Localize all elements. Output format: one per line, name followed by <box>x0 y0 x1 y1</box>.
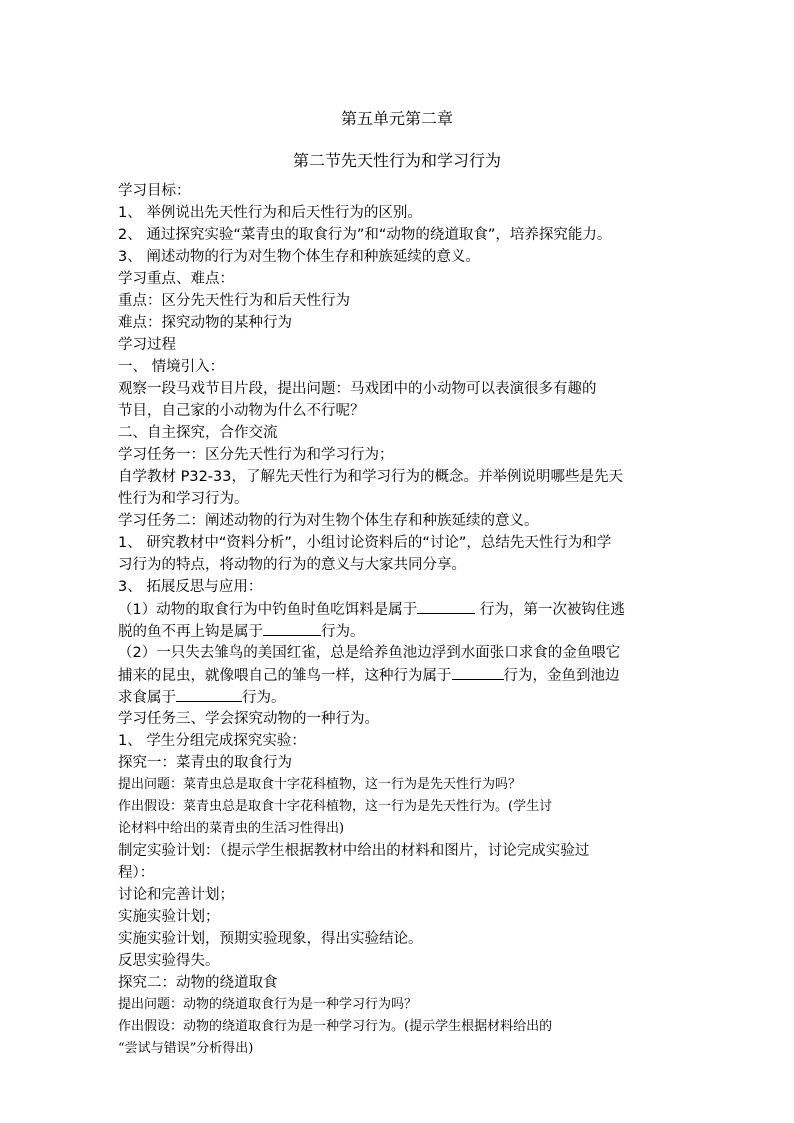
answer-blank[interactable] <box>417 598 475 614</box>
text-line: 实施实验计划，预期实验现象，得出实验结论。 <box>118 931 423 947</box>
question-2-line: （2）一只失去雏鸟的美国红雀，总是给养鱼池边浮到水面张口求食的金鱼喂它 <box>118 645 621 661</box>
question-text: （1）动物的取食行为中钓鱼时鱼吃饵料是属于 <box>118 602 418 618</box>
chapter-title: 第五单元第二章 <box>340 109 453 128</box>
question-text: 求食属于 <box>118 690 176 706</box>
text-line: 自学教材 P32-33，了解先天性行为和学习行为的概念。并举例说明哪些是先天 <box>118 469 623 485</box>
text-line: 2、 通过探究实验“菜青虫的取食行为”和“动物的绕道取食”，培养探究能力。 <box>118 227 612 243</box>
text-line: 反思实验得失。 <box>118 953 220 969</box>
text-line: 学习重点、难点： <box>118 271 234 287</box>
text-line: 学习任务一：区分先天性行为和学习行为； <box>118 447 394 463</box>
italic-line: “尝试与错误”分析得出) <box>118 1041 254 1056</box>
text-line: 实施实验计划； <box>118 909 220 925</box>
text-line: 性行为和学习行为。 <box>118 491 249 507</box>
italic-line: 提出问题：动物的绕道取食行为是一种学习行为吗？ <box>118 997 418 1012</box>
question-text: 行为。 <box>242 690 286 706</box>
question-2-line <box>118 686 678 708</box>
answer-blank[interactable] <box>263 620 321 636</box>
text-line: 探究一：菜青虫的取食行为 <box>118 755 292 771</box>
text-line: 节目，自己家的小动物为什么不行呢？ <box>118 403 365 419</box>
question-text: 行为，金鱼到池边 <box>503 668 620 684</box>
italic-line: 提出问题：菜青虫总是取食十字花科植物，这一行为是先天性行为吗？ <box>118 777 522 792</box>
question-text: 脱的鱼不再上钩是属于 <box>118 624 263 640</box>
text-line: 1、 学生分组完成探究实验： <box>118 733 306 749</box>
question-2-line <box>118 664 678 686</box>
text-line: 学习任务三、学会探究动物的一种行为。 <box>118 711 379 727</box>
question-text: 行为。 <box>321 624 365 640</box>
text-line: 学习目标： <box>118 183 191 199</box>
text-line: 程）： <box>118 865 155 881</box>
question-1-line <box>118 598 678 620</box>
question-1-line <box>118 620 678 642</box>
italic-line: 作出假设：菜青虫总是取食十字花科植物，这一行为是先天性行为。(学生讨 <box>118 799 553 814</box>
text-line: 一、 情境引入： <box>118 359 225 375</box>
text-line: 制定实验计划：（提示学生根据教材中给出的材料和图片，讨论完成实验过 <box>118 843 590 859</box>
text-line: 3、 阐述动物的行为对生物个体生存和种族延续的意义。 <box>118 249 480 265</box>
text-line: 1、 举例说出先天性行为和后天性行为的区别。 <box>118 205 422 221</box>
text-line: 二、自主探究，合作交流 <box>118 425 278 441</box>
question-text: 行为，第一次被钩住逃 <box>475 602 625 618</box>
text-line: 1、 研究教材中“资料分析”，小组讨论资料后的“讨论”，总结先天性行为和学 <box>118 535 612 551</box>
text-line: 观察一段马戏节目片段，提出问题：马戏团中的小动物可以表演很多有趣的 <box>118 381 597 397</box>
answer-blank[interactable] <box>176 686 242 702</box>
text-line: 习行为的特点，将动物的行为的意义与大家共同分享。 <box>118 557 466 573</box>
text-line: 难点：探究动物的某种行为 <box>118 315 292 331</box>
answer-blank[interactable] <box>452 664 504 680</box>
text-line: 3、 拓展反思与应用： <box>118 579 263 595</box>
text-line: 讨论和完善计划； <box>118 887 234 903</box>
question-text: 捕来的昆虫，就像喂自己的雏鸟一样，这种行为属于 <box>118 668 452 684</box>
section-title: 第二节先天性行为和学习行为 <box>292 151 501 170</box>
text-line: 探究二：动物的绕道取食 <box>118 975 278 991</box>
text-line: 重点：区分先天性行为和后天性行为 <box>118 293 350 309</box>
text-line: 学习任务二：阐述动物的行为对生物个体生存和种族延续的意义。 <box>118 513 539 529</box>
italic-line: 论材料中给出的菜青虫的生活习性得出) <box>118 821 345 836</box>
italic-line: 作出假设：动物的绕道取食行为是一种学习行为。(提示学生根据材料给出的 <box>118 1019 553 1034</box>
text-line: 学习过程 <box>118 337 176 353</box>
